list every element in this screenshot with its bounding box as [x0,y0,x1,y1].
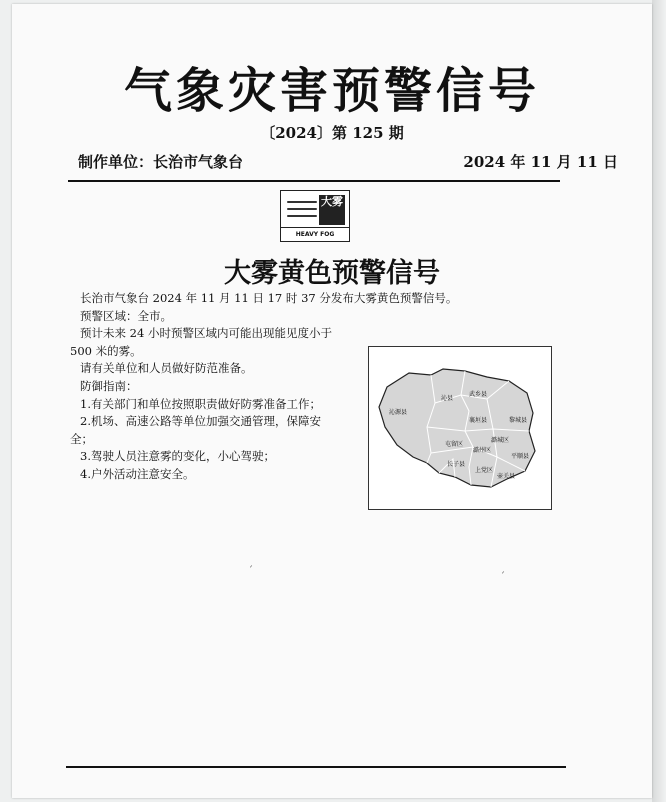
body-line: 预计未来 24 小时预警区域内可能出现能见度小于 [80,326,332,341]
issue-date: 2024 年 11 月 11 日 [463,153,618,171]
body-line: 全； [70,431,93,446]
signal-icon-char: 大雾 [319,195,345,225]
map-label-xiangyuan: 襄垣县 [469,417,488,424]
map-outline [379,369,535,487]
signal-title: 大雾黄色预警信号 [224,258,440,289]
map-label-licheng: 黎城县 [509,417,528,424]
map-label-pingshun: 平顺县 [511,453,530,460]
map-label-tunliu: 屯留区 [445,441,464,448]
body-line: 长治市气象台 2024 年 11 月 11 日 17 时 37 分发布大雾黄色预警信号。 [80,291,458,305]
body-line: 预警区域：全市。 [80,308,172,323]
map-label-luzhou: 潞州区 [473,447,492,454]
scan-speck: ˊ [248,566,253,577]
body-line: 请有关单位和人员做好防范准备。 [80,361,253,376]
fog-icon [287,196,317,224]
header-info-line [78,151,618,175]
document-page [12,4,652,798]
heavy-fog-signal-icon [280,190,350,242]
warning-area-map [368,346,552,510]
body-line: 2.机场、高速公路等单位加强交通管理，保障安 [80,414,321,429]
map-label-zhangzi: 长子县 [447,461,466,468]
city-map-svg [369,347,551,509]
body-line: 防御指南： [80,378,138,393]
scan-speck: ˊ [500,572,505,583]
body-line: 1.有关部门和单位按照职责做好防雾准备工作； [80,396,321,411]
signal-icon-caption: HEAVY FOG [281,227,349,241]
body-line: 500 米的雾。 [70,343,142,358]
footer-divider [66,766,566,768]
issuing-unit: 制作单位：长治市气象台 [78,153,244,171]
map-label-wuxiang: 武乡县 [469,391,488,398]
map-label-shangdang: 上党区 [475,467,494,474]
map-label-huguan: 壶关县 [497,473,516,480]
main-title: 气象灾害预警信号 [123,63,540,119]
header-divider [68,180,560,182]
scan-edge [652,0,666,802]
body-line: 4.户外活动注意安全。 [80,466,195,481]
issue-number: 〔2024〕第 125 期 [260,124,404,142]
map-label-lucheng: 潞城区 [491,437,510,444]
map-label-qinyuan: 沁源县 [389,409,408,416]
body-line: 3.驾驶人员注意雾的变化，小心驾驶； [80,449,275,464]
map-label-qinxian: 沁县 [441,395,454,402]
